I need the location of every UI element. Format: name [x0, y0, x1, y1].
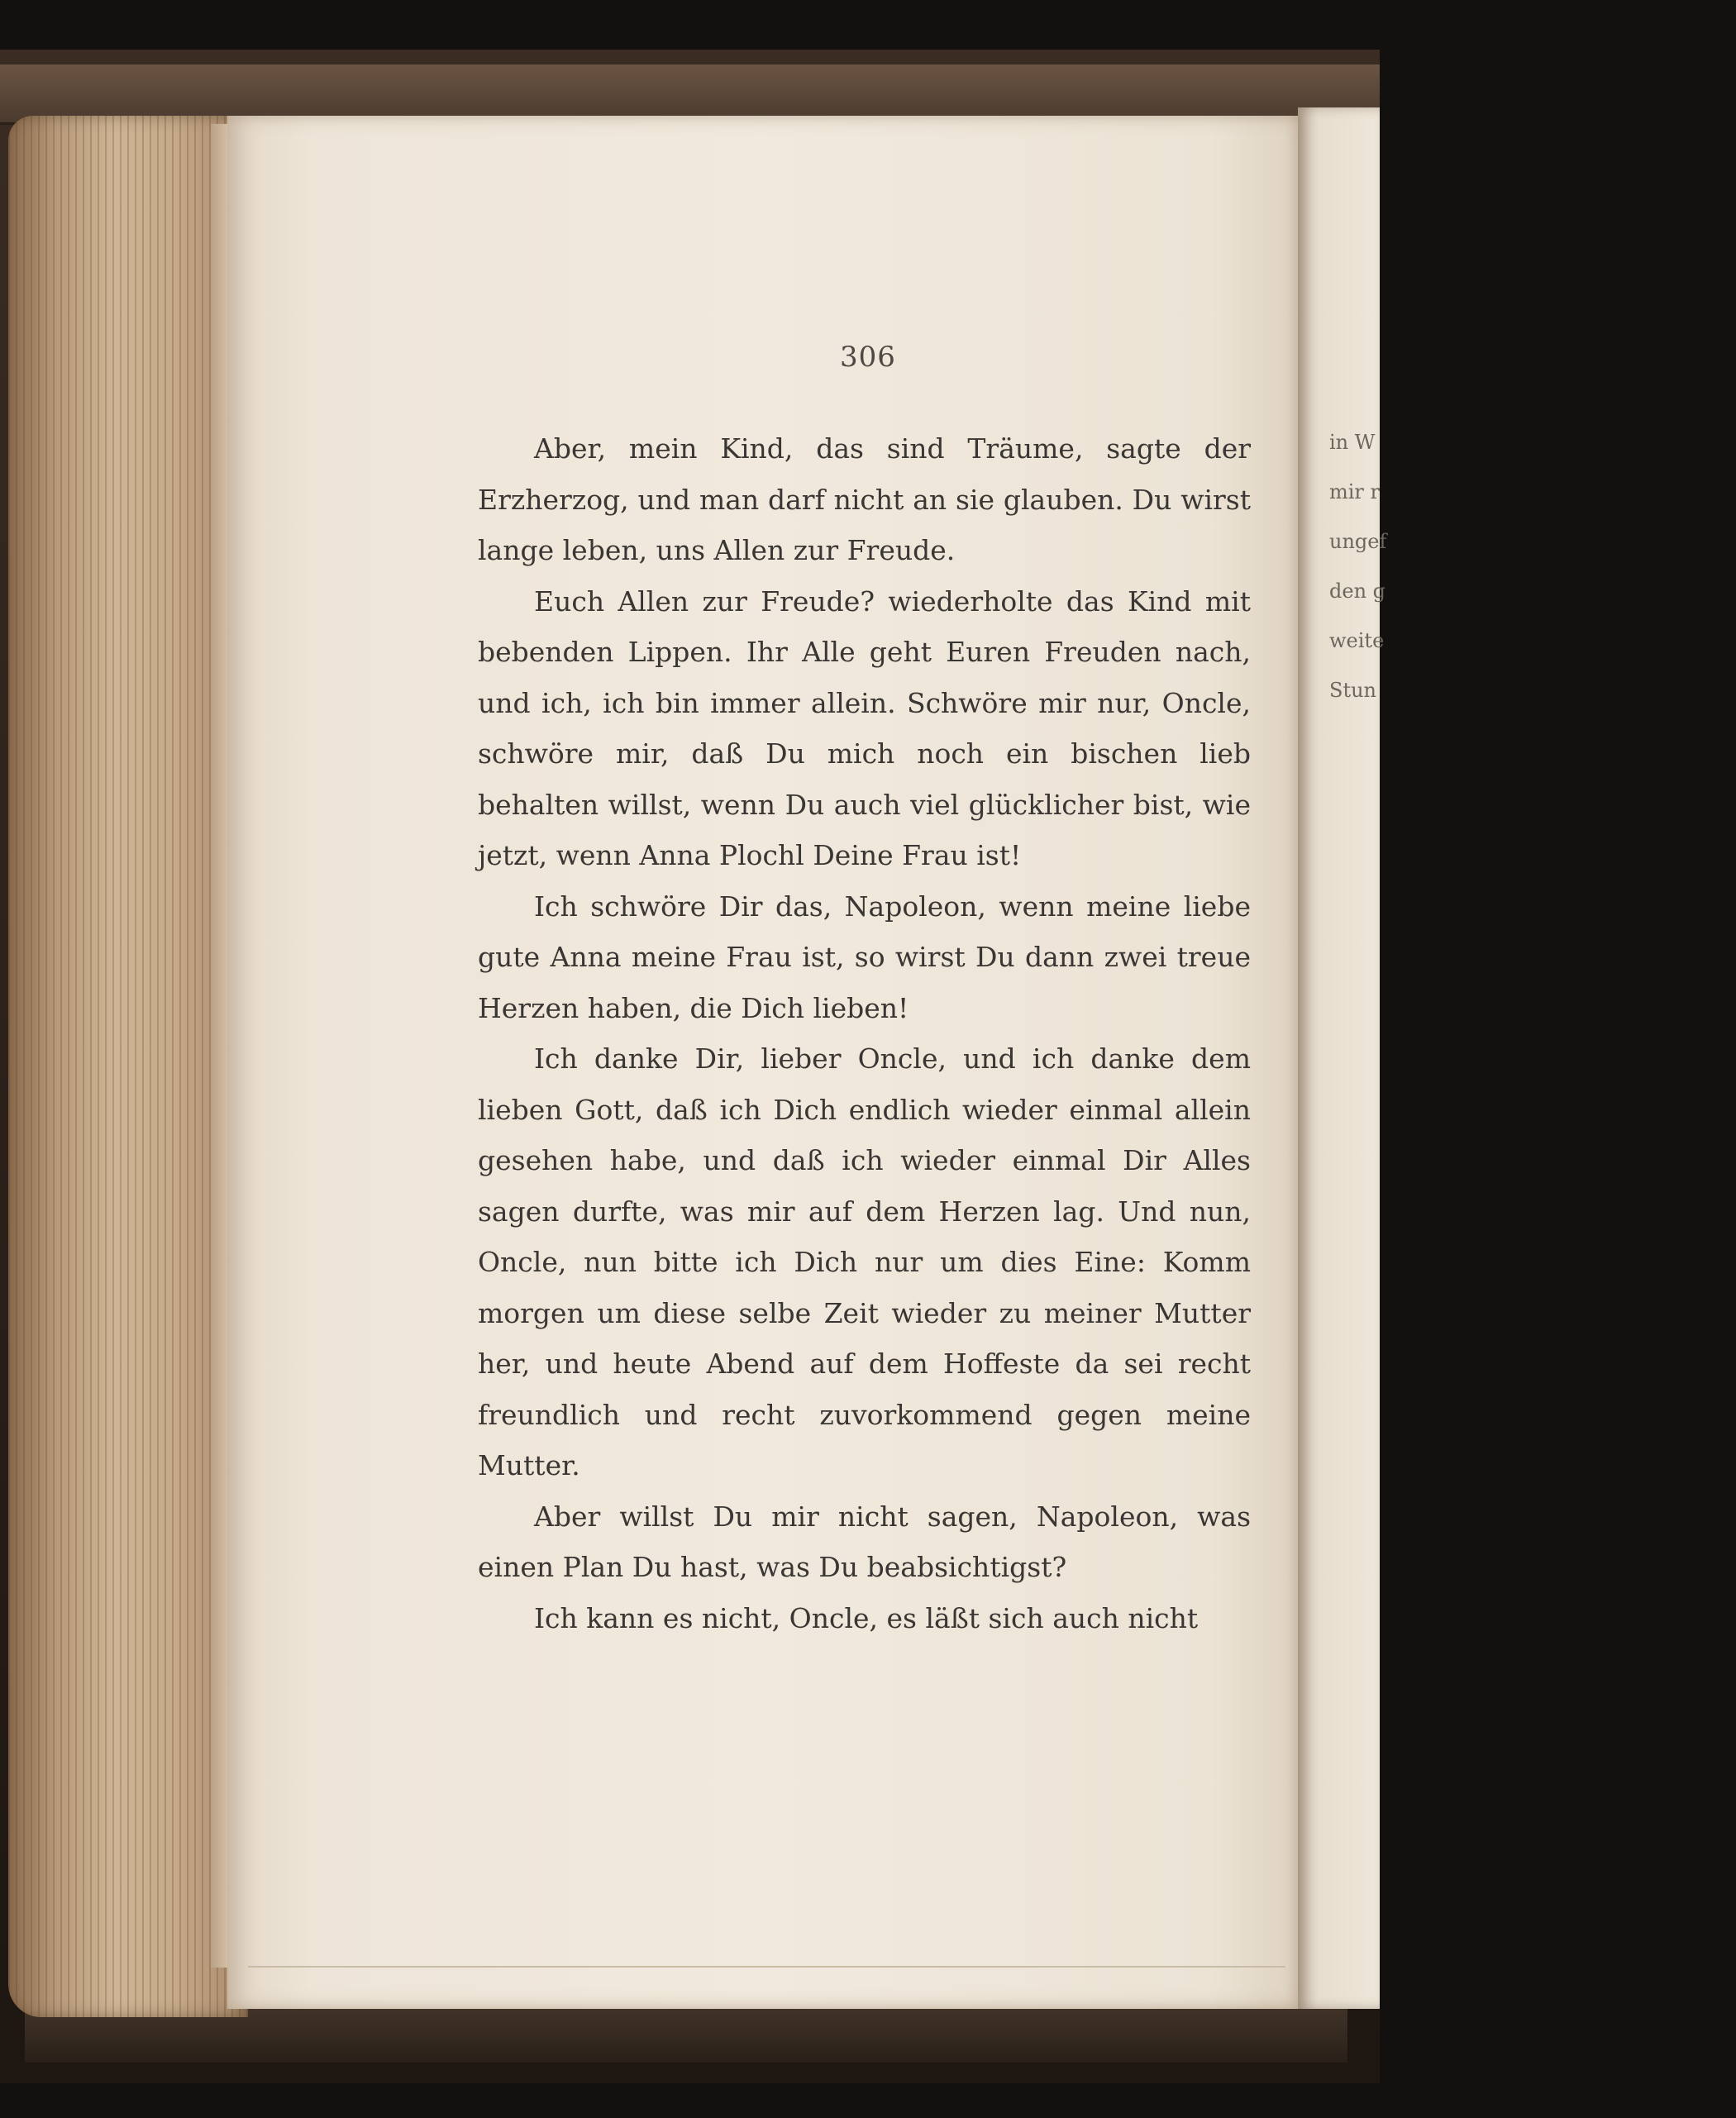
facing-line: in W: [1329, 431, 1376, 454]
facing-line: ungef: [1329, 530, 1387, 553]
facing-page: [1298, 107, 1387, 2009]
paragraph: Ich danke Dir, lieber Oncle, und ich danke dem lieben Gott, daß ich Dich endlich wieder einmal allein gesehen habe, und daß ich wieder einmal Dir Alles sagen durfte, was mir auf dem Herzen lag. Und nun, Oncle, nun bitte ich Dich nur um dies Eine: Komm morgen um diese selbe Zeit wieder zu meiner Mutter her, und heute Abend auf dem Hoffeste da sei recht freundlich und recht zuvorkommend gegen meine Mutter.: [478, 1042, 1251, 1481]
page-bottom-rule: [248, 1966, 1285, 1968]
paragraph: Aber willst Du mir nicht sagen, Napoleon, was einen Plan Du hast, was Du beabsichtigst?: [478, 1500, 1251, 1583]
page-number: [0, 341, 1736, 374]
paragraph: Ich kann es nicht, Oncle, es läßt sich auch nicht: [534, 1601, 1199, 1634]
body-text: [478, 423, 1251, 1643]
page-number-text: 306: [840, 341, 896, 374]
facing-line: weite: [1329, 629, 1385, 652]
facing-line: Stun: [1329, 679, 1376, 702]
paragraph: Ich schwöre Dir das, Napoleon, wenn meine liebe gute Anna meine Frau ist, so wirst Du dann zwei treue Herzen haben, die Dich lieben!: [478, 890, 1251, 1024]
facing-line: mir r: [1329, 480, 1381, 503]
paragraph: Euch Allen zur Freude? wiederholte das Kind mit bebenden Lippen. Ihr Alle geht Euren Freuden nach, und ich, ich bin immer allein. Schwöre mir nur, Oncle, schwöre mir, daß Du mich noch ein bischen lieb behalten willst, wenn Du auch viel glücklicher bist, wie jetzt, wenn Anna Plochl Deine Frau ist!: [478, 584, 1251, 871]
facing-page-text: [1329, 417, 1387, 715]
paragraph: Aber, mein Kind, das sind Träume, sagte der Erzherzog, und man darf nicht an sie glauben. Du wirst lange leben, uns Allen zur Freude.: [478, 432, 1251, 566]
facing-line: den g: [1329, 580, 1386, 603]
